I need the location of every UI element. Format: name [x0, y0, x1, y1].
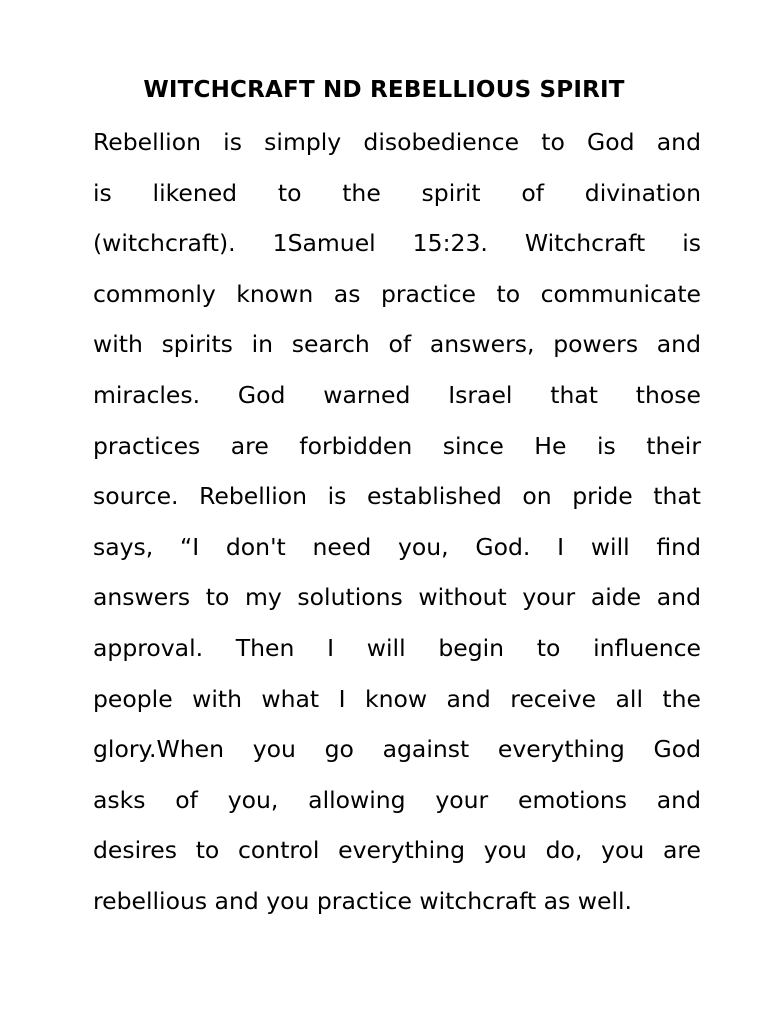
text-line: (witchcraft). 1Samuel 15:23. Witchcraft is: [93, 229, 701, 258]
text-line: practices are forbidden since He is their: [93, 431, 701, 460]
text-line: rebellious and you practice witchcraft as well.: [93, 886, 632, 915]
text-line: asks of you, allowing your emotions and: [93, 785, 701, 814]
text-line: approval. Then I will begin to influence: [93, 633, 701, 662]
text-line: people with what I know and receive all the: [93, 684, 701, 713]
text-line: glory.When you go against everything God: [93, 735, 701, 764]
text-line: is likened to the spirit of divination: [93, 178, 701, 207]
text-line: miracles. God warned Israel that those: [93, 380, 701, 409]
text-line: desires to control everything you do, you are: [93, 836, 701, 865]
text-line: answers to my solutions without your aide and: [93, 583, 701, 612]
text-line: source. Rebellion is established on pride that: [93, 482, 701, 511]
text-line: Rebellion is simply disobedience to God and: [93, 128, 701, 156]
body-paragraph: [93, 125, 701, 935]
text-line: says, “I don't need you, God. I will find: [93, 532, 701, 561]
document-title: WITCHCRAFT ND REBELLIOUS SPIRIT: [143, 77, 625, 103]
text-line: commonly known as practice to communicate: [93, 279, 701, 308]
text-line: with spirits in search of answers, powers and: [93, 330, 701, 359]
